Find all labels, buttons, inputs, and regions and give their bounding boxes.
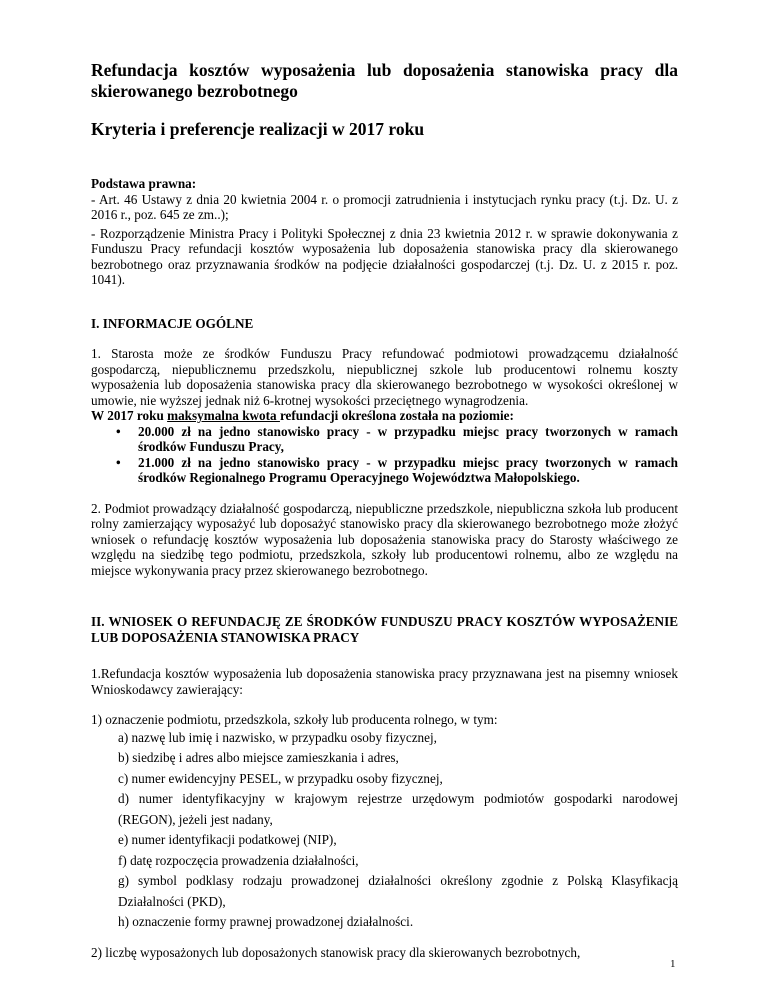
document-subtitle: Kryteria i preferencje realizacji w 2017 roku bbox=[91, 119, 425, 139]
sub-list bbox=[91, 728, 678, 933]
legal-basis-heading: Podstawa prawna: bbox=[91, 176, 197, 191]
list-item: 1) oznaczenie podmiotu, przedszkola, szkoły lub producenta rolnego, w tym: bbox=[91, 712, 498, 727]
section-1-body bbox=[91, 346, 678, 578]
legal-basis-item: - Rozporządzenie Ministra Pracy i Polityki Społecznej z dnia 23 kwietnia 2012 r. w sprawie dokonywania z Funduszu Pracy refundacji kosztów wyposażenia lub doposażenia stanowiska pracy dla skierowanego bezrobotnego oraz przyznawania środków na podjęcie działalności gospodarczej (t.j. Dz. U. z 2015 r. poz. 1041). bbox=[91, 225, 678, 287]
sub-item: c) numer ewidencyjny PESEL, w przypadku osoby fizycznej, bbox=[118, 770, 443, 786]
limit-pre: W 2017 roku bbox=[91, 408, 168, 423]
paragraph: 2. Podmiot prowadzący działalność gospodarczą, niepubliczne przedszkole, niepubliczna szkoła lub producent rolny zamierzający wyposażyć lub doposażyć stanowisko pracy dla skierowanego bezrobotnego może złożyć wniosek o refundację kosztów wyposażenia lub doposażenia stanowiska pracy do Starosty właściwego ze względu na siedzibę tego podmiotu, przedszkola, szkoły lub producentowi rolnemu, albo ze względu na miejsce wykonywania pracy przez skierowanego bezrobotnego. bbox=[91, 500, 678, 578]
legal-basis-item: - Art. 46 Ustawy z dnia 20 kwietnia 2004 r. o promocji zatrudnienia i instytucjach rynku pracy (t.j. Dz. U. z 2016 r., poz. 645 ze zm..); bbox=[91, 191, 678, 222]
limit-underlined: maksymalna kwota bbox=[167, 408, 280, 423]
limit-list bbox=[91, 424, 678, 486]
list-item: 2) liczbę wyposażonych lub doposażonych stanowisk pracy dla skierowanych bezrobotnych, bbox=[91, 944, 581, 960]
section-2-body bbox=[91, 666, 678, 960]
paragraph: 1.Refundacja kosztów wyposażenia lub doposażenia stanowiska pracy przyznawana jest na pisemny wniosek Wnioskodawcy zawierający: bbox=[91, 666, 678, 697]
section-2-heading: II. WNIOSEK O REFUNDACJĘ ZE ŚRODKÓW FUNDUSZU PRACY KOSZTÓW WYPOSAŻENIE LUB DOPOSAŻENIA STANOWISKA PRACY bbox=[91, 614, 678, 645]
sub-item: f) datę rozpoczęcia prowadzenia działalności, bbox=[118, 852, 359, 868]
limit-line bbox=[91, 408, 678, 424]
section-1-heading: I. INFORMACJE OGÓLNE bbox=[91, 316, 254, 331]
legal-basis bbox=[91, 176, 678, 288]
sub-item: g) symbol podklasy rodzaju prowadzonej działalności określony zgodnie z Polską Klasyfikacją Działalności (PKD), bbox=[118, 873, 678, 909]
document-title: Refundacja kosztów wyposażenia lub doposażenia stanowiska pracy dla skierowanego bezrobotnego bbox=[91, 60, 678, 101]
sub-item: h) oznaczenie formy prawnej prowadzonej działalności. bbox=[118, 914, 414, 929]
list-item: • 21.000 zł na jedno stanowisko pracy - w przypadku miejsc pracy tworzonych w ramach środków Regionalnego Programu Operacyjnego Województwa Małopolskiego. bbox=[111, 455, 678, 486]
sub-item: d) numer identyfikacyjny w krajowym rejestrze urzędowym podmiotów gospodarki narodowej (REGON), jeżeli jest nadany, bbox=[118, 791, 678, 827]
sub-item: b) siedzibę i adres albo miejsce zamieszkania i adres, bbox=[118, 750, 399, 765]
section-1 bbox=[91, 316, 678, 332]
paragraph: 1. Starosta może ze środków Funduszu Pracy refundować podmiotowi prowadzącemu działalność gospodarczą, niepublicznemu przedszkolu, niepublicznej szkole lub producentowi rolnemu koszty wyposażenia lub doposażenia stanowiska pracy dla skierowanego bezrobotnego w wysokości określonej w umowie, nie wyższej jednak niż 6-krotnej wysokości przeciętnego wynagrodzenia. bbox=[91, 346, 678, 408]
page-number: 1 bbox=[670, 958, 676, 970]
sub-item: a) nazwę lub imię i nazwisko, w przypadku osoby fizycznej, bbox=[118, 729, 437, 745]
list-item: • 20.000 zł na jedno stanowisko pracy - w przypadku miejsc pracy tworzonych w ramach środków Funduszu Pracy, bbox=[111, 424, 678, 455]
section-2 bbox=[91, 614, 678, 645]
sub-item: e) numer identyfikacji podatkowej (NIP), bbox=[118, 832, 337, 847]
limit-post: refundacji określona została na poziomie: bbox=[279, 408, 514, 423]
